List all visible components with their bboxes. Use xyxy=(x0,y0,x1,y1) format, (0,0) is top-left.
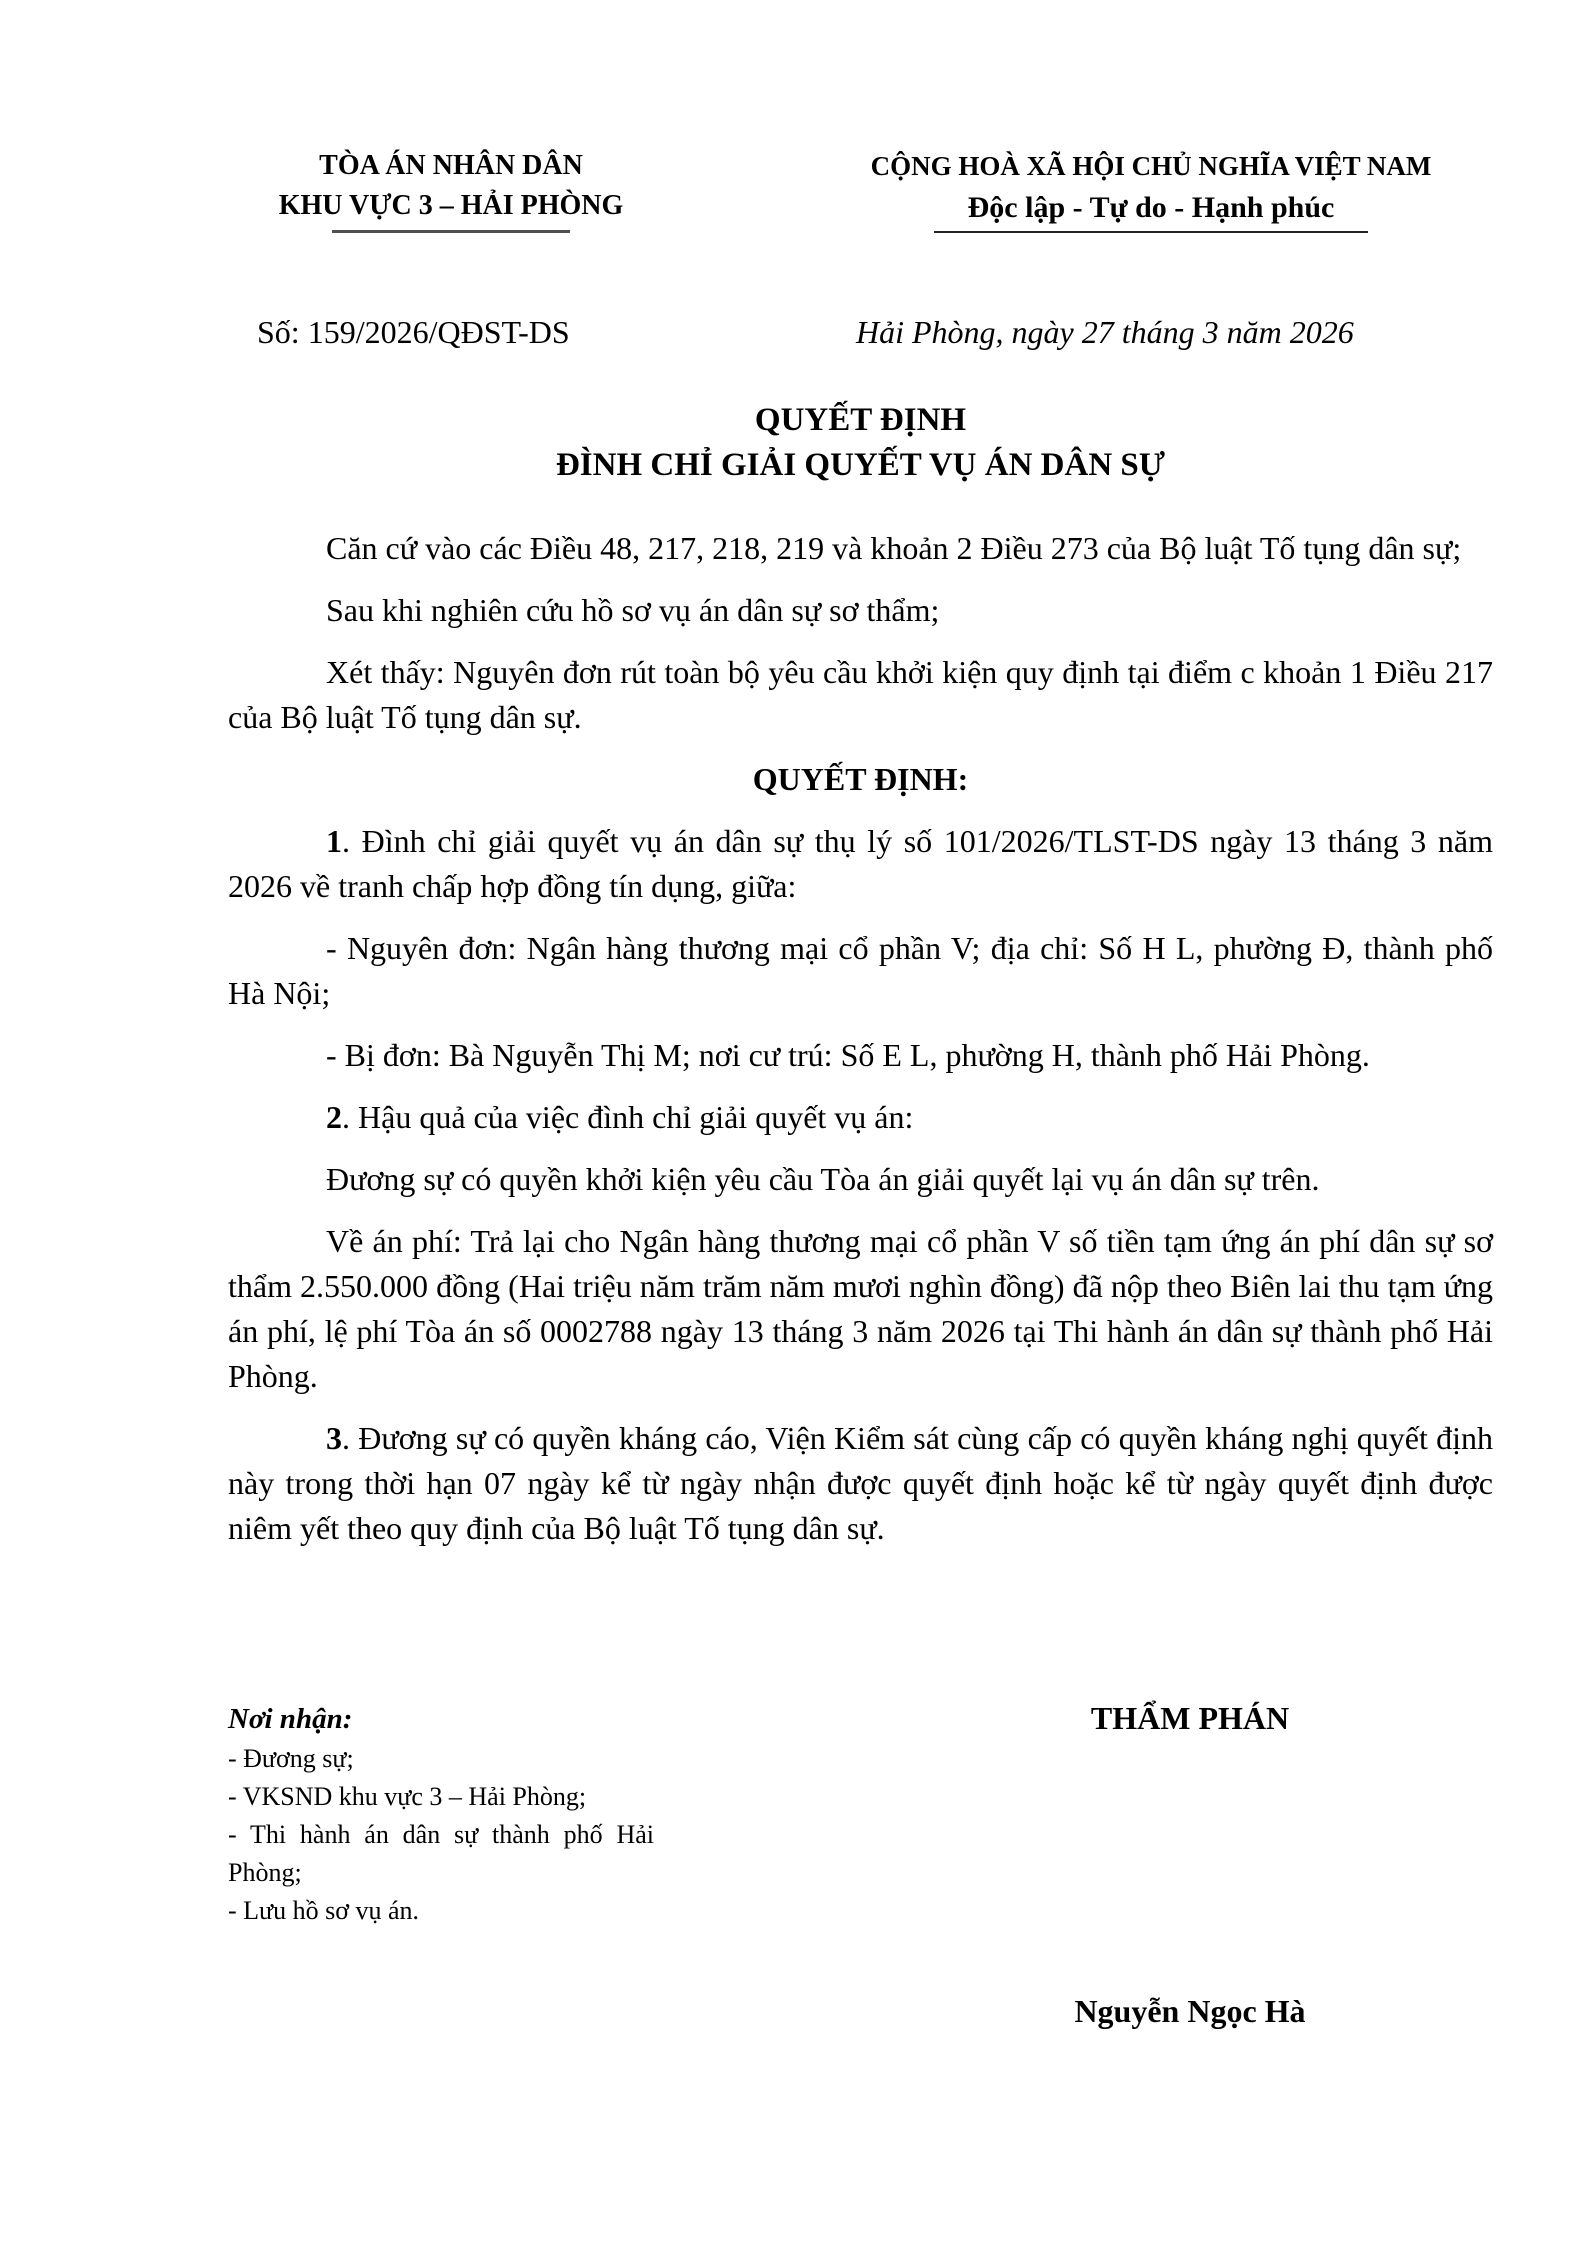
recipient-item: - Đương sự; xyxy=(228,1744,354,1773)
article3-number: 3 xyxy=(326,1420,342,1456)
paragraph-court-fee: Về án phí: Trả lại cho Ngân hàng thương mại cổ phần V số tiền tạm ứng án phí dân sự sơ thẩm 2.550.000 đồng (Hai triệu năm trăm năm mươi nghìn đồng) đã nộp theo Biên lai thu tạm ứng án phí, lệ phí Tòa án số 0002788 ngày 13 tháng 3 năm 2026 tại Thi hành án dân sự thành phố Hải Phòng. xyxy=(228,1223,1493,1394)
recipients-block xyxy=(228,1698,654,1930)
header-court-name xyxy=(246,146,656,233)
national-title-line: CỘNG HOÀ XÃ HỘI CHỦ NGHĨA VIỆT NAM xyxy=(870,151,1432,181)
header-national-title xyxy=(806,146,1496,233)
article3-text: . Đương sự có quyền kháng cáo, Viện Kiểm sát cùng cấp có quyền kháng nghị quyết định này trong thời hạn 07 ngày kể từ ngày nhận được quyết định hoặc kể từ ngày quyết định được niêm yết theo quy định của Bộ luật Tố tụng dân sự. xyxy=(228,1420,1493,1546)
article2-number: 2 xyxy=(326,1099,342,1135)
recipients-label: Nơi nhận: xyxy=(228,1703,353,1735)
recipient-item: - Lưu hồ sơ vụ án. xyxy=(228,1896,420,1925)
signer-role-title: THẨM PHÁN xyxy=(1090,1700,1290,1736)
document-title xyxy=(228,398,1493,488)
decision-heading: QUYẾT ĐỊNH: xyxy=(752,761,969,797)
title-line1: QUYẾT ĐỊNH xyxy=(754,402,967,438)
place-and-date: Hải Phòng, ngày 27 tháng 3 năm 2026 xyxy=(856,314,1354,350)
document-number: Số: 159/2026/QĐST-DS xyxy=(257,314,570,350)
paragraph-article1 xyxy=(228,819,1493,909)
paragraph-findings: Xét thấy: Nguyên đơn rút toàn bộ yêu cầu khởi kiện quy định tại điểm c khoản 1 Điều 217 của Bộ luật Tố tụng dân sự. xyxy=(228,654,1493,735)
recipient-item: - Thi hành án dân sự thành phố Hải Phòng; xyxy=(228,1820,654,1887)
signer-name: Nguyễn Ngọc Hà xyxy=(1074,1993,1306,2029)
court-name-line1: TÒA ÁN NHÂN DÂN xyxy=(319,150,583,181)
paragraph-article3 xyxy=(228,1416,1493,1551)
header-right-underline xyxy=(934,231,1368,233)
article2-text: . Hậu quả của việc đình chỉ giải quyết vụ án: xyxy=(342,1099,914,1135)
paragraph-plaintiff: - Nguyên đơn: Ngân hàng thương mại cổ phần V; địa chỉ: Số H L, phường Đ, thành phố Hà Nội; xyxy=(228,930,1493,1011)
title-line2: ĐÌNH CHỈ GIẢI QUYẾT VỤ ÁN DÂN SỰ xyxy=(555,447,1166,483)
paragraph-legal-basis: Căn cứ vào các Điều 48, 217, 218, 219 và khoản 2 Điều 273 của Bộ luật Tố tụng dân sự; xyxy=(326,530,1462,566)
document-body xyxy=(228,526,1493,1568)
paragraph-article2 xyxy=(228,1095,1493,1140)
paragraph-case-review: Sau khi nghiên cứu hồ sơ vụ án dân sự sơ thẩm; xyxy=(326,592,940,628)
article1-number: 1 xyxy=(326,823,342,859)
article1-text: . Đình chỉ giải quyết vụ án dân sự thụ lý số 101/2026/TLST-DS ngày 13 tháng 3 năm 2026 về tranh chấp hợp đồng tín dụng, giữa: xyxy=(228,823,1493,904)
recipient-item: - VKSND khu vực 3 – Hải Phòng; xyxy=(228,1782,587,1811)
national-motto-line: Độc lập - Tự do - Hạnh phúc xyxy=(967,191,1335,224)
header-left-underline xyxy=(332,230,570,233)
paragraph-consequence: Đương sự có quyền khởi kiện yêu cầu Tòa án giải quyết lại vụ án dân sự trên. xyxy=(326,1161,1320,1197)
court-name-line2: KHU VỰC 3 – HẢI PHÒNG xyxy=(278,190,624,221)
paragraph-defendant: - Bị đơn: Bà Nguyễn Thị M; nơi cư trú: Số E L, phường H, thành phố Hải Phòng. xyxy=(326,1037,1370,1073)
